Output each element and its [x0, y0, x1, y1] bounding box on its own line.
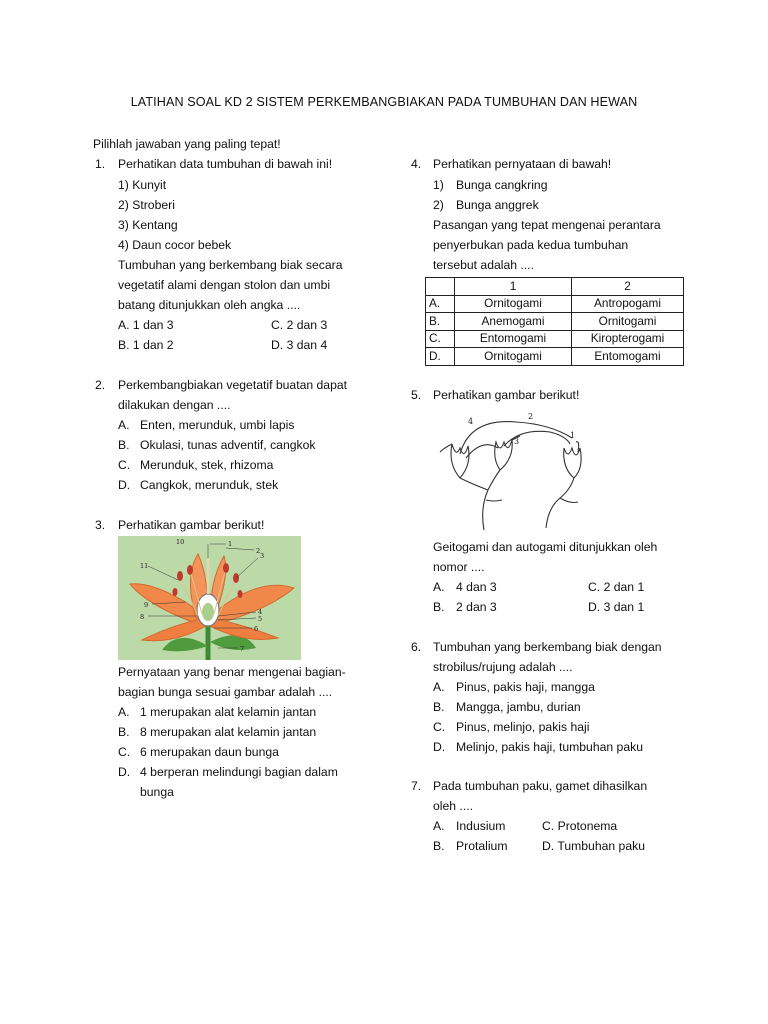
- q1-option-a: A. 1 dan 3: [118, 318, 174, 332]
- flower-anatomy-figure: [118, 536, 301, 660]
- instruction: Pilihlah jawaban yang paling tepat!: [93, 137, 281, 151]
- q4-text-line-1: Pasangan yang tepat mengenai perantara: [433, 218, 661, 232]
- q5-text-line-2: nomor ....: [433, 560, 485, 574]
- q3-option-c-label: C.: [118, 745, 131, 759]
- q2-option-b-label: B.: [118, 438, 130, 452]
- q1-item-3: 3) Kentang: [118, 218, 178, 232]
- q4-text-line-2: penyerbukan pada kedua tumbuhan: [433, 238, 629, 252]
- q5-option-a: 4 dan 3: [456, 580, 497, 594]
- table-header-row: [426, 278, 684, 296]
- q3-option-b: 8 merupakan alat kelamin jantan: [140, 725, 317, 739]
- q2-stem-line-1: Perkembangbiakan vegetatif buatan dapat: [118, 378, 348, 392]
- table-cell: Ornitogami: [572, 313, 684, 331]
- q5-option-c: C. 2 dan 1: [588, 580, 645, 594]
- table-cell: C.: [426, 330, 455, 348]
- q4-text-line-3: tersebut adalah ....: [433, 258, 534, 272]
- q2-option-b: Okulasi, tunas adventif, cangkok: [140, 438, 316, 452]
- q5-stem: Perhatikan gambar berikut!: [433, 388, 580, 402]
- q6-stem-line-1: Tumbuhan yang berkembang biak dengan: [433, 640, 662, 654]
- q5-text-line-1: Geitogami dan autogami ditunjukkan oleh: [433, 540, 658, 554]
- q7-stem-line-1: Pada tumbuhan paku, gamet dihasilkan: [433, 779, 648, 793]
- q6-option-b: Mangga, jambu, durian: [456, 700, 581, 714]
- q3-figure-label-6: 6: [254, 625, 259, 633]
- table-cell: Kiropterogami: [572, 330, 684, 348]
- q4-item-1: Bunga cangkring: [456, 178, 548, 192]
- q3-figure-label-10: 10: [176, 538, 185, 546]
- q2-option-d-label: D.: [118, 478, 131, 492]
- table-cell: A.: [426, 295, 455, 313]
- q3-stem: Perhatikan gambar berikut!: [118, 518, 265, 532]
- q1-text-line-2: vegetatif alami dengan stolon dan umbi: [118, 278, 331, 292]
- q2-stem-line-2: dilakukan dengan ....: [118, 398, 231, 412]
- q7-option-a-label: A.: [433, 819, 445, 833]
- q2-option-c-label: C.: [118, 458, 131, 472]
- q3-text-line-1: Pernyataan yang benar mengenai bagian-: [118, 665, 346, 679]
- q4-item-2: Bunga anggrek: [456, 198, 539, 212]
- q2-option-d: Cangkok, merunduk, stek: [140, 478, 279, 492]
- q1-option-b: B. 1 dan 2: [118, 338, 174, 352]
- q4-stem: Perhatikan pernyataan di bawah!: [433, 157, 612, 171]
- table-row: [426, 313, 684, 331]
- q7-option-b: Protalium: [456, 839, 508, 853]
- table-cell: B.: [426, 313, 455, 331]
- q3-option-d-cont: bunga: [140, 785, 174, 799]
- table-cell: Ornitogami: [455, 348, 572, 366]
- q6-option-c: Pinus, melinjo, pakis haji: [456, 720, 590, 734]
- q3-figure-label-7: 7: [240, 645, 245, 653]
- q3-figure-label-1: 1: [228, 540, 233, 548]
- page-title: LATIHAN SOAL KD 2 SISTEM PERKEMBANGBIAKAN PADA TUMBUHAN DAN HEWAN: [130, 95, 638, 109]
- q6-option-b-label: B.: [433, 700, 445, 714]
- q1-item-2: 2) Stroberi: [118, 198, 175, 212]
- q3-number: 3.: [95, 518, 106, 532]
- table-cell: Entomogami: [572, 348, 684, 366]
- q6-option-d: Melinjo, pakis haji, tumbuhan paku: [456, 740, 643, 754]
- q1-text-line-1: Tumbuhan yang berkembang biak secara: [118, 258, 343, 272]
- q5-figure-label-1: 1: [570, 431, 576, 440]
- q6-option-a: Pinus, pakis haji, mangga: [456, 680, 595, 694]
- q3-figure-label-4: 4: [258, 608, 263, 616]
- table-row: [426, 330, 684, 348]
- q3-figure-label-11: 11: [140, 562, 149, 570]
- table-row: [426, 295, 684, 313]
- table-header-cell: 1: [455, 278, 572, 296]
- q3-figure-label-9: 9: [144, 601, 149, 609]
- q3-option-a: 1 merupakan alat kelamin jantan: [140, 705, 317, 719]
- q7-option-d: D. Tumbuhan paku: [542, 839, 645, 853]
- q3-figure-label-3: 3: [260, 552, 265, 560]
- q6-option-a-label: A.: [433, 680, 445, 694]
- q6-number: 6.: [411, 640, 422, 654]
- q7-number: 7.: [411, 779, 422, 793]
- q7-option-a: Indusium: [456, 819, 506, 833]
- q1-item-4: 4) Daun cocor bebek: [118, 238, 232, 252]
- q5-option-b: 2 dan 3: [456, 600, 497, 614]
- q3-text-line-2: bagian bunga sesuai gambar adalah ....: [118, 685, 333, 699]
- table-cell: Entomogami: [455, 330, 572, 348]
- table-cell: Antropogami: [572, 295, 684, 313]
- q5-figure-label-3: 3: [514, 437, 520, 446]
- q2-option-a-label: A.: [118, 418, 130, 432]
- q6-stem-line-2: strobilus/rujung adalah ....: [433, 660, 573, 674]
- q7-stem-line-2: oleh ....: [433, 799, 473, 813]
- table-cell: D.: [426, 348, 455, 366]
- q1-number: 1.: [95, 157, 106, 171]
- q4-item-1-label: 1): [433, 178, 444, 192]
- q5-figure-label-4: 4: [468, 417, 474, 426]
- q2-option-c: Merunduk, stek, rhizoma: [140, 458, 274, 472]
- pollination-diagram: [430, 408, 595, 530]
- q3-option-d: 4 berperan melindungi bagian dalam: [140, 765, 338, 779]
- table-header-cell: 2: [572, 278, 684, 296]
- q4-number: 4.: [411, 157, 422, 171]
- q7-option-b-label: B.: [433, 839, 445, 853]
- q2-number: 2.: [95, 378, 106, 392]
- table-cell: Ornitogami: [455, 295, 572, 313]
- q4-item-2-label: 2): [433, 198, 444, 212]
- q3-figure-label-5: 5: [258, 615, 263, 623]
- q5-figure-label-2: 2: [528, 412, 534, 421]
- q5-option-d: D. 3 dan 1: [588, 600, 645, 614]
- table-header-cell: [426, 278, 455, 296]
- q1-text-line-3: batang ditunjukkan oleh angka ....: [118, 298, 301, 312]
- q3-option-b-label: B.: [118, 725, 130, 739]
- q5-number: 5.: [411, 388, 422, 402]
- q5-option-b-label: B.: [433, 600, 445, 614]
- q2-option-a: Enten, merunduk, umbi lapis: [140, 418, 295, 432]
- q3-option-c: 6 merupakan daun bunga: [140, 745, 279, 759]
- q1-option-d: D. 3 dan 4: [271, 338, 328, 352]
- q3-figure-label-2: 2: [256, 547, 261, 555]
- q1-item-1: 1) Kunyit: [118, 178, 167, 192]
- q1-stem: Perhatikan data tumbuhan di bawah ini!: [118, 157, 333, 171]
- q5-option-a-label: A.: [433, 580, 445, 594]
- q6-option-c-label: C.: [433, 720, 446, 734]
- pollination-table: [425, 277, 684, 366]
- q3-option-a-label: A.: [118, 705, 130, 719]
- q3-option-d-label: D.: [118, 765, 131, 779]
- table-row: [426, 348, 684, 366]
- table-cell: Anemogami: [455, 313, 572, 331]
- q3-figure-label-8: 8: [140, 613, 145, 621]
- q1-option-c: C. 2 dan 3: [271, 318, 328, 332]
- q6-option-d-label: D.: [433, 740, 446, 754]
- q7-option-c: C. Protonema: [542, 819, 618, 833]
